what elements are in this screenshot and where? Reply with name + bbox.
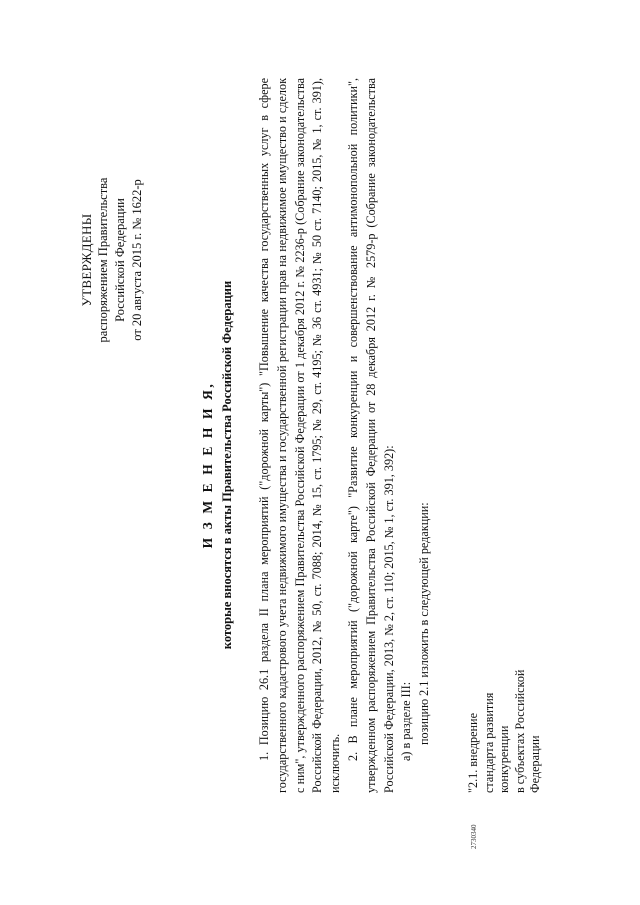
paragraph-2: 2. В плане мероприятий ("дорожной карте") "Развитие конкуренции и совершенствование антимонопольной политики", утвержденном распоряжением Правительства Российской Федерации от 28 декабря 2012 г. № 2579-р (Собрание законодательства Российской Федерации, 2013, № 2, ст. 110; 2015, № 1, ст. 391, 392): <box>345 78 396 793</box>
position-line-5: Федерации <box>528 735 542 793</box>
position-line-4: в субъектах Российской <box>512 669 527 793</box>
title-main: И З М Е Н Е Н И Я, <box>200 381 215 549</box>
paragraph-3: а) в разделе III: <box>399 681 414 761</box>
position-line-3: конкуренции <box>497 725 511 793</box>
title-subtitle: которые вносятся в акты Правительства Российской Федерации <box>220 280 234 650</box>
position-2-1-block <box>466 613 544 793</box>
approved-line-1: распоряжением Правительства <box>96 177 110 343</box>
document-body <box>256 78 434 793</box>
document-title <box>200 255 235 675</box>
approved-line-2: Российской Федерации <box>113 198 127 322</box>
footer-code: 2730340 <box>470 824 478 849</box>
approved-heading: УТВЕРЖДЕНЫ <box>79 213 94 307</box>
approval-stamp <box>78 145 146 375</box>
approved-line-3: от 20 августа 2015 г. № 1622-р <box>130 179 144 341</box>
position-line-1: "2.1. внедрение <box>466 713 480 793</box>
paragraph-4: позицию 2.1 изложить в следующей редакции: <box>417 502 432 745</box>
paragraph-1: 1. Позицию 26.1 раздела II плана мероприятий ("дорожной карты") "Повышение качества государственных услуг в сфере государственного кадастрового учета недвижимого имущества и государственной регистрации прав на недвижимое имущество и сделок с ним", утвержденного распоряжением Правительства Российской Федерации от 1 декабря 2012 г. № 2236-р (Собрание законодательства Российской Федерации, 2012, № 50, ст. 7088; 2014, № 15, ст. 1795; № 29, ст. 4195; № 36 ст. 4931; № 50 ст. 7140; 2015, № 1, ст. 391), исключить. <box>257 78 343 793</box>
position-line-2: стандарта развития <box>481 692 496 793</box>
